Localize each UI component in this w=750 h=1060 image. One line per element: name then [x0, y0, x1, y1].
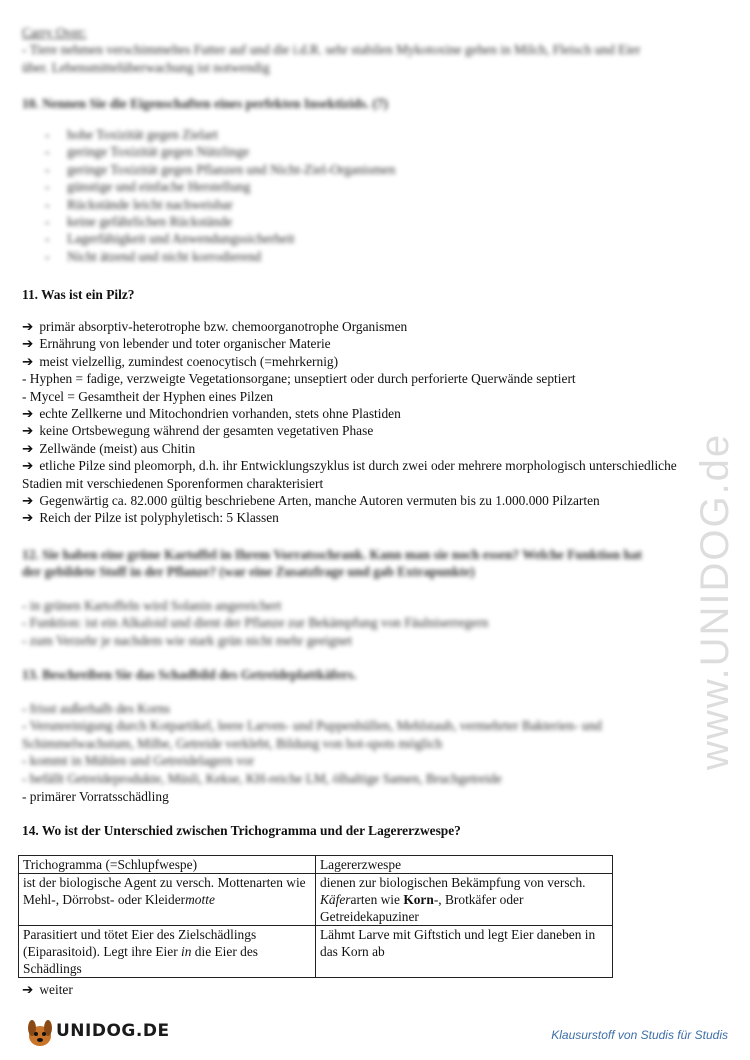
arrow-right-icon: ➔ — [22, 336, 34, 352]
unidog-logo — [22, 1012, 170, 1052]
q11-body — [22, 318, 722, 527]
comparison-table — [18, 855, 613, 978]
q10-item: - hohe Toxizität gegen Zielart — [67, 126, 750, 143]
q11-line — [22, 492, 722, 509]
footer-tagline: Klausurstoff von Studis für Studis — [551, 1028, 728, 1042]
table-cell — [19, 874, 316, 926]
cell-text: Parasitiert und tötet Eier des Zielschädlings (Eiparasitoid). Legt ihre Eier — [23, 927, 257, 959]
arrow-right-icon: ➔ — [22, 319, 34, 334]
q11-line — [22, 440, 722, 457]
q13-line: - Verunreinigung durch Kotpartikel, leere Larven- und Puppenhüllen, Mehlstaub, vermehrter Bakterien- und — [22, 718, 602, 734]
carry-over-section — [22, 24, 722, 76]
q11-text: Reich der Pilze ist polyphyletisch: 5 Klassen — [39, 510, 279, 526]
carry-over-line: über. Lebensmittelüberwachung ist notwendig — [22, 59, 270, 75]
cell-text: dienen zur biologischen Bekämpfung von versch. — [320, 875, 586, 890]
watermark: www.UNIDOG.de — [693, 432, 737, 770]
table-cell: Lähmt Larve mit Giftstich und legt Eier daneben in das Korn ab — [316, 926, 613, 978]
after-text: weiter — [39, 982, 73, 997]
q11-line: - Hyphen = fadige, verzweigte Vegetationsorgane; unseptiert oder durch perforierte Querwände septiert — [22, 371, 576, 387]
q13-line: - kommt in Mühlen und Getreidelagern vor — [22, 753, 255, 769]
q10-item: - geringe Toxizität gegen Nützlinge — [67, 143, 750, 160]
q10-item: - keine gefährlichen Rückstände — [67, 213, 750, 230]
logo-text: UNIDOG.DE — [56, 1021, 170, 1041]
q11-line — [22, 335, 722, 352]
q10-item: - geringe Toxizität gegen Pflanzen und Nicht-Ziel-Organismen — [67, 161, 750, 178]
q11-line — [22, 353, 722, 370]
q13-line: - frisst außerhalb des Korns — [22, 701, 171, 716]
arrow-right-icon: ➔ — [22, 493, 34, 509]
cell-text-italic: motte — [185, 892, 215, 907]
q10-item: - günstige und einfache Herstellung — [67, 178, 750, 195]
arrow-right-icon: ➔ — [22, 423, 34, 439]
table-cell — [316, 874, 613, 926]
q12-heading-line: 12. Sie haben eine grüne Kartoffel in Ihrem Vorratsschrank. Kann man sie noch essen? Welche Funktion hat — [22, 547, 642, 562]
q13-last-line: - primärer Vorratsschädling — [22, 789, 169, 804]
table-cell — [19, 926, 316, 978]
q10-heading: 10. Nennen Sie die Eigenschaften eines perfekten Insektizids. (7) — [22, 96, 389, 111]
q11-text: primär absorptiv-heterotrophe bzw. chemoorganotrophe Organismen — [39, 319, 408, 334]
q11-line — [22, 318, 722, 335]
arrow-right-icon: ➔ — [22, 406, 34, 422]
q13-heading: 13. Beschreiben Sie das Schadbild des Getreideplattkäfers. — [22, 667, 357, 682]
q11-text: meist vielzellig, zumindest coenocytisch (=mehrkernig) — [39, 353, 339, 369]
q13-line: - befällt Getreideprodukte, Müsli, Kekse, KH-reiche LM, ölhaltige Samen, Bruchgetreide — [22, 770, 502, 786]
q11-text: Gegenwärtig ca. 82.000 gültig beschriebene Arten, manche Autoren vermuten bis zu 1.000.000 Pilzarten — [39, 493, 600, 509]
cell-text-italic: Käfer — [320, 892, 351, 907]
q12-body — [22, 597, 722, 649]
cell-text: -, Brotkäfer oder Getreidekapuziner — [320, 892, 524, 924]
q11-text: keine Ortsbewegung während der gesamten vegetativen Phase — [39, 423, 374, 439]
q11-line: - Mycel = Gesamtheit der Hyphen eines Pilzen — [22, 388, 274, 404]
cell-text-italic: in — [181, 944, 192, 959]
table-header-cell: Trichogramma (=Schlupfwespe) — [19, 856, 316, 874]
q10-item: - Nicht ätzend und nicht korrodierend — [67, 248, 750, 265]
q11-text: echte Zellkerne und Mitochondrien vorhanden, stets ohne Plastiden — [39, 406, 401, 422]
q11-line — [22, 422, 722, 439]
q11-text: Ernährung von lebender und toter organischer Materie — [39, 336, 331, 352]
q10-item: - Rückstände leicht nachweisbar — [67, 196, 750, 213]
q14-after — [22, 981, 722, 998]
carry-over-heading: Carry Over: — [22, 25, 87, 40]
q10-list — [22, 126, 750, 265]
q12-line: - in grünen Kartoffeln wird Solanin angereichert — [22, 598, 282, 613]
table-row — [19, 856, 613, 874]
q12-line: - zum Verzehr je nachdem wie stark grün nicht mehr geeignet — [22, 632, 352, 648]
cell-text-bold: Korn — [403, 892, 434, 907]
cell-text: die Eier des Schädlings — [23, 944, 259, 976]
q12-heading — [22, 546, 722, 581]
arrow-right-icon: ➔ — [22, 510, 34, 526]
table-header-cell: Lagererzwespe — [316, 856, 613, 874]
table-row — [19, 874, 613, 926]
q11-text: etliche Pilze sind pleomorph, d.h. ihr Entwicklungszyklus ist durch zwei oder mehrere morphologisch unterschiedliche Stadien mit verschiedenen Sporenformen charakterisiert — [22, 458, 677, 491]
q10-item: - Lagerfähigkeit und Anwendungssicherheit — [67, 230, 750, 247]
q11-text: Zellwände (meist) aus Chitin — [39, 440, 196, 456]
q12-heading-line: der gebildete Stoff in der Pflanze? (war eine Zusatzfrage und gab Extrapunkte) — [22, 564, 475, 580]
table-row — [19, 926, 613, 978]
cell-text: arten wie — [350, 892, 404, 907]
q11-line — [22, 457, 682, 492]
arrow-right-icon: ➔ — [22, 458, 34, 474]
arrow-right-icon: ➔ — [22, 982, 34, 997]
arrow-right-icon: ➔ — [22, 353, 34, 369]
q11-line — [22, 509, 722, 526]
q11-line — [22, 405, 722, 422]
q11-heading: 11. Was ist ein Pilz? — [22, 287, 135, 302]
arrow-right-icon: ➔ — [22, 440, 34, 456]
q14-heading: 14. Wo ist der Unterschied zwischen Trichogramma und der Lagererzwespe? — [22, 823, 461, 838]
cell-text: ist der biologische Agent zu versch. Mottenarten wie Mehl-, Dörrobst- oder Kleider — [23, 875, 306, 907]
q13-line: Schimmelwachstum, Milbe, Getreide verklebt, Bildung von hot-spots möglich — [22, 735, 443, 751]
dog-icon — [22, 1014, 58, 1050]
q12-line: - Funktion: ist ein Alkaloid und dient der Pflanze zur Bekämpfung von Fäulniserregern — [22, 615, 489, 631]
q13-body — [22, 700, 722, 787]
carry-over-line: - Tiere nehmen verschimmeltes Futter auf und die i.d.R. sehr stabilen Mykotoxine gehen in Milch, Fleisch und Eier — [22, 42, 641, 58]
